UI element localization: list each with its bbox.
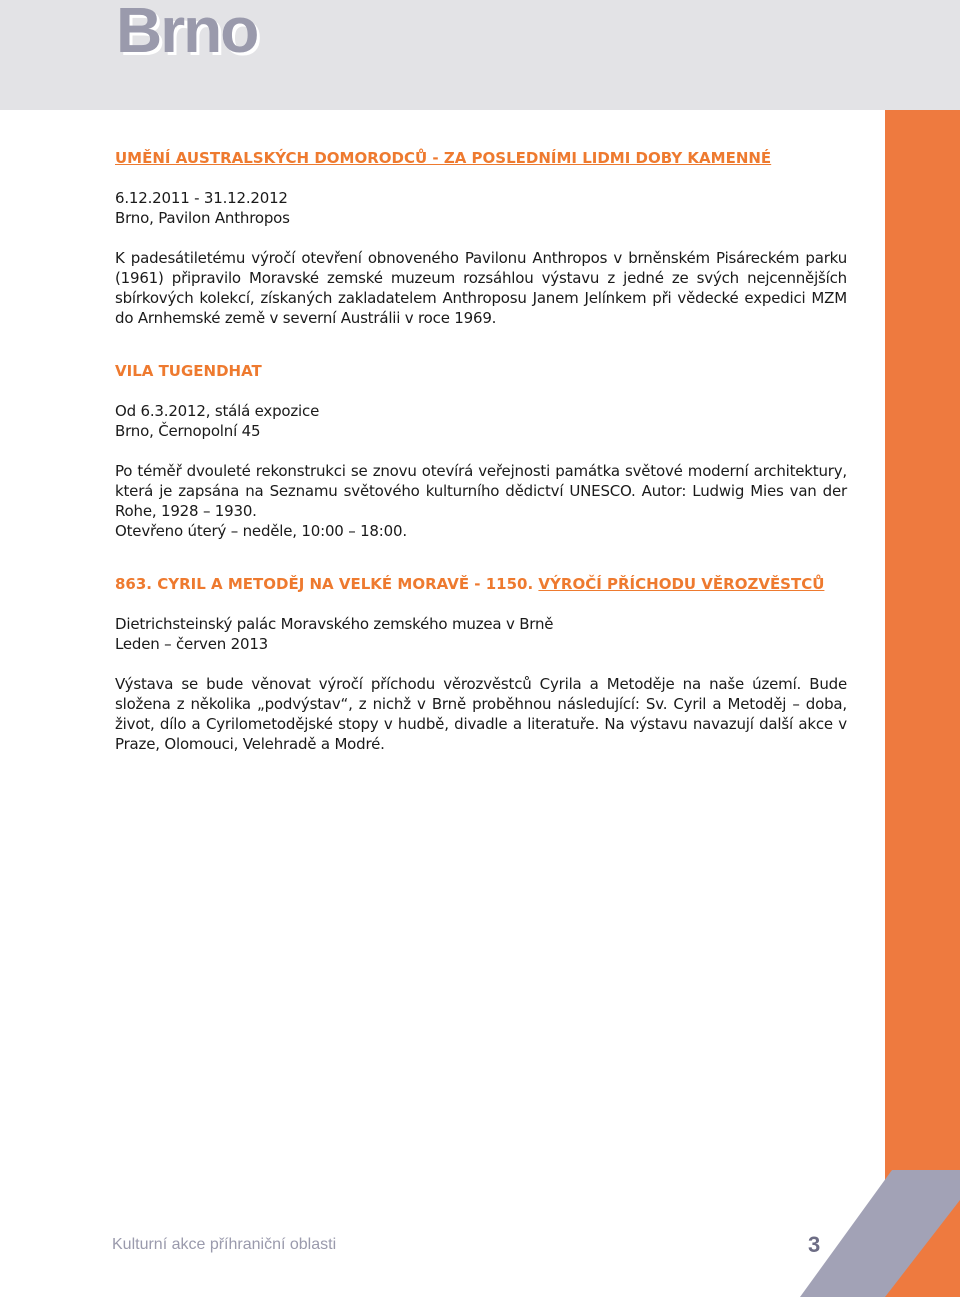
- footer-label: Kulturní akce příhraniční oblasti: [112, 1236, 337, 1253]
- section-date: 6.12.2011 - 31.12.2012: [115, 189, 288, 207]
- section-heading: UMĚNÍ AUSTRALSKÝCH DOMORODCŮ - ZA POSLEDNÍMI LIDMI DOBY KAMENNÉ: [115, 149, 772, 167]
- section-heading-part2: VÝROČÍ PŘÍCHODU VĚROZVĚSTCŮ: [538, 575, 825, 593]
- section-text: K padesátiletému výročí otevření obnoveného Pavilonu Anthropos v brněnském Pisáreckém parku (1961) připravilo Moravské zemské muzeum rozsáhlou výstavu z jedné ze svých nejcennějších sbírkových kolekcí, získaných zakladatelem Anthroposu Janem Jelínkem při vědecké expedici MZM do Arnhemské země v severní Austrálii v roce 1969.: [115, 249, 847, 327]
- section-date: Od 6.3.2012, stálá expozice: [115, 402, 320, 420]
- section-heading: [115, 574, 847, 594]
- section-text: Po téměř dvouleté rekonstrukci se znovu otevírá veřejnosti památka světové moderní architektury, která je zapsána na Seznamu světového kulturního dědictví UNESCO. Autor: Ludwig Mies van der Rohe, 1928 – 1930.: [115, 462, 847, 520]
- section-place: Dietrichsteinský palác Moravského zemského muzea v Brně: [115, 615, 554, 633]
- section-place: Brno, Pavilon Anthropos: [115, 209, 290, 227]
- section-heading: VILA TUGENDHAT: [115, 362, 262, 380]
- section-hours: Otevřeno úterý – neděle, 10:00 – 18:00.: [115, 522, 407, 540]
- section-text: Výstava se bude věnovat výročí příchodu věrozvěstců Cyrila a Metoděje na naše území. Bude složena z několika „podvýstav“, z nichž v Brně proběhnou následující: Sv. Cyril a Metoděj – doba, život, dílo a Cyrilometodějské stopy v hudbě, divadle a literatuře. Na výstavu navazují další akce v Praze, Olomouci, Velehradě a Modré.: [115, 675, 847, 753]
- section-cyril-metodej: [115, 574, 847, 754]
- side-accent-bar: [885, 110, 960, 1297]
- section-heading-part1: 863. CYRIL A METODĚJ NA VELKÉ MORAVĚ - 1150.: [115, 575, 534, 593]
- section-vila-tugendhat: [115, 361, 847, 541]
- page-corner-decoration: [800, 1170, 960, 1297]
- section-date: Leden – červen 2013: [115, 635, 269, 653]
- page-header-title: Brno: [116, 0, 258, 66]
- page-number: 3: [808, 1232, 821, 1257]
- section-place: Brno, Černopolní 45: [115, 422, 261, 440]
- article-content: [115, 148, 847, 754]
- section-aboriginal-art: [115, 148, 847, 328]
